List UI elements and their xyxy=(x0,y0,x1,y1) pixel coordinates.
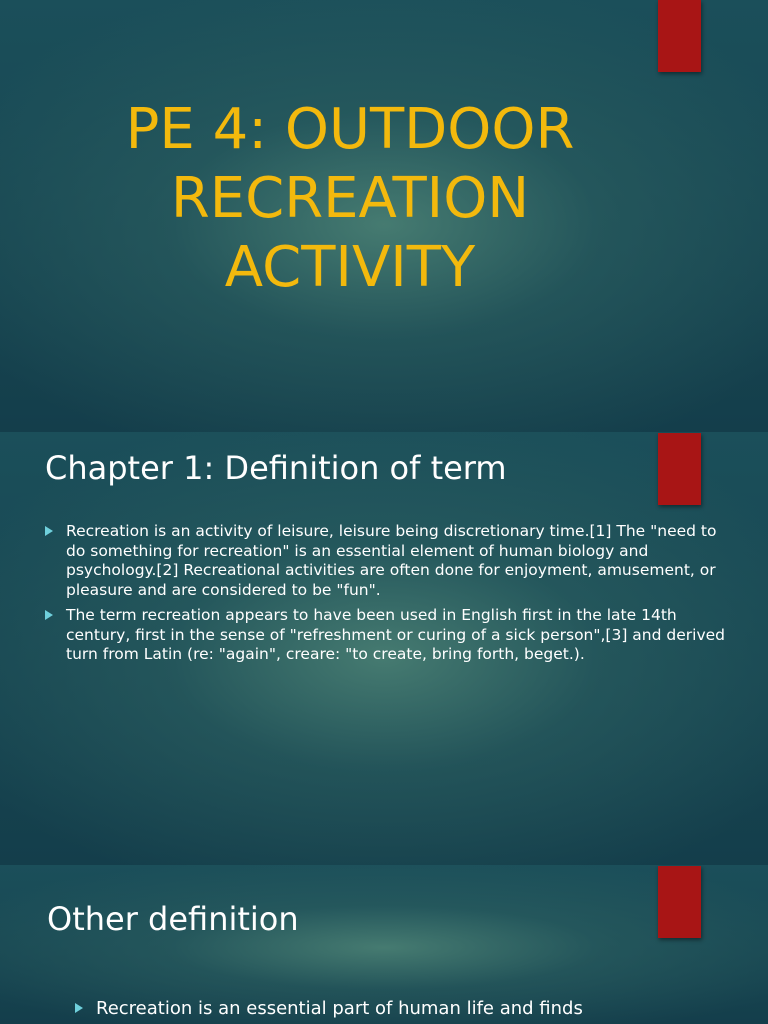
definition-bullet-list xyxy=(45,522,725,671)
bullet-text: Recreation is an activity of leisure, leisure being discretionary time.[1] The "need to do something for recreation" is an essential element of human biology and psychology.[2] Recreational activities are often done for enjoyment, amusement, or pleasure and are considered to be "fun". xyxy=(66,522,717,599)
main-title: PE 4: OUTDOOR RECREATION ACTIVITY xyxy=(125,97,575,300)
bullet-triangle-icon xyxy=(45,610,53,620)
chapter-title: Chapter 1: Definition of term xyxy=(45,449,507,487)
slide-other-definition xyxy=(0,865,768,1024)
slide-title xyxy=(0,0,768,432)
red-accent-bar xyxy=(658,433,701,505)
bullet-triangle-icon xyxy=(75,1003,83,1013)
bullet-triangle-icon xyxy=(45,526,53,536)
red-accent-bar xyxy=(658,0,701,72)
bullet-item xyxy=(45,606,725,665)
bullet-text: Recreation is an essential part of human life and finds xyxy=(96,998,583,1019)
red-accent-bar xyxy=(658,866,701,938)
slide-definition xyxy=(0,432,768,865)
bullet-text: The term recreation appears to have been used in English first in the late 14th century, first in the sense of "refreshment or curing of a sick person",[3] and derived turn from Latin (re: "again", creare: "to create, bring forth, beget.). xyxy=(66,606,725,663)
section-title: Other definition xyxy=(47,900,299,938)
other-definition-bullet-list xyxy=(75,997,675,1020)
bullet-item xyxy=(75,997,675,1020)
bullet-item xyxy=(45,522,725,600)
